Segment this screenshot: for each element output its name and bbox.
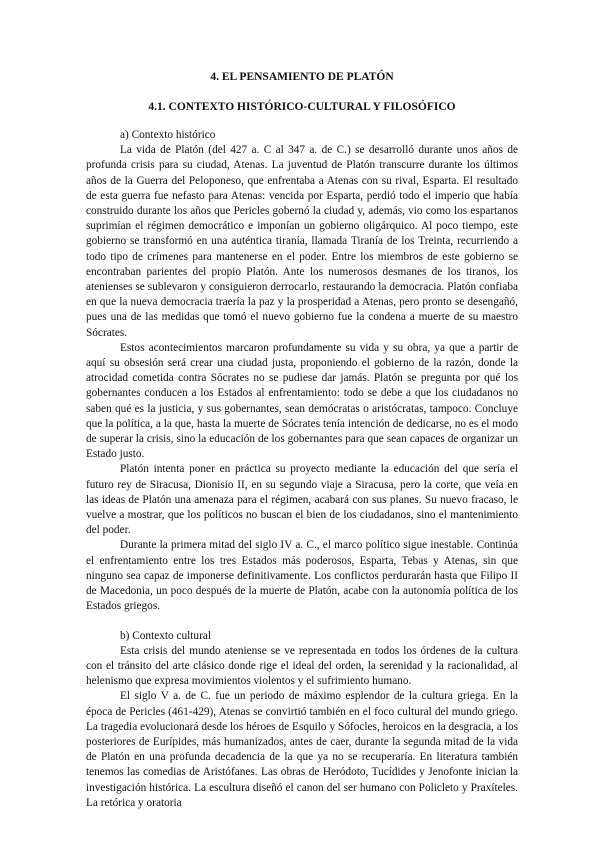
- section-cultural-context: [86, 629, 518, 811]
- document-title: 4. EL PENSAMIENTO DE PLATÓN: [210, 71, 394, 83]
- document-subtitle: 4.1. CONTEXTO HISTÓRICO-CULTURAL Y FILOSÓFICO: [148, 101, 456, 113]
- paragraph: Esta crisis del mundo ateniense se ve representada en todos los órdenes de la cultura con el tránsito del arte clásico donde rige el ideal del orden, la serenidad y la racionalidad, al helenismo que expresa movimientos violentos y el sufrimiento humano.: [86, 644, 518, 688]
- paragraph: La vida de Platón (del 427 a. C al 347 a. de C.) se desarrolló durante unos años de profunda crisis para su ciudad, Atenas. La juventud de Platón transcurre durante los últimos años de la Guerra del Peloponeso, que enfrentaba a Atenas con su rival, Esparta. El resultado de esta guerra fue nefasto para Atenas: vencida por Esparta, perdió todo el imperio que había construido durante los años que Pericles gobernó la ciudad y, además, vio como los espartanos suprimían el régimen democrático e imponían un gobierno oligárquico. Al poco tiempo, este gobierno se transformó en una auténtica tiranía, llamada Tiranía de los Treinta, recurriendo a todo tipo de crímenes para mantenerse en el poder. Entre los miembros de este gobierno se encontraban parientes del propio Platón. Ante los numerosos desmanes de los tiranos, los atenienses se sublevaron y consiguieron derrocarlo, restaurando la democracia. Platón confiaba en que la nueva democracia traería la paz y la prosperidad a Atenas, pero pronto se desengañó, pues una de las medidas que tomó el nuevo gobierno fue la condena a muerte de su maestro Sócrates.: [86, 144, 518, 339]
- paragraph: El siglo V a. de C. fue un periodo de máximo esplendor de la cultura griega. En la época de Pericles (461-429), Atenas se convirtió también en el foco cultural del mundo griego. La tragedia evolucionará desde los héroes de Esquilo y Sófocles, heroicos en la desgracia, a los posteriores de Eurípides, más humanizados, antes de caer, durante la segunda mitad de la vida de Platón en una profunda decadencia de la que ya no se recuperaría. En literatura también tenemos las comedias de Aristófanes. Las obras de Heródoto, Tucídides y Jenofonte inician la investigación histórica. La escultura diseñó el canon del ser humano con Policleto y Praxíteles. La retórica y oratoria: [86, 690, 518, 809]
- section-heading: b) Contexto cultural: [120, 629, 211, 642]
- paragraph: Estos acontecimientos marcaron profundamente su vida y su obra, ya que a partir de aquí su obsesión será crear una ciudad justa, proponiendo el gobierno de la razón, donde la atrocidad cometida contra Sócrates no se pudiese dar jamás. Platón se pregunta por qué los gobernantes conducen a los Estados al enfrentamiento: todo se debe a que los ciudadanos no saben qué es la justicia, y sus gobernantes, sean demócratas o aristócratas, tampoco. Concluye que la política, a la que, hasta la muerte de Sócrates tenía intención de dedicarse, no es el modo de superar la crisis, sino la educación de los gobernantes para que sean capaces de organizar un Estado justo.: [86, 341, 518, 461]
- section-historical-context: [86, 128, 518, 615]
- paragraph: Platón intenta poner en práctica su proyecto mediante la educación del que sería el futuro rey de Siracusa, Dionisio II, en su segundo viaje a Siracusa, pero la corte, que veía en las ideas de Platón una amenaza para el régimen, acabará con sus planes. Su nuevo fracaso, le vuelve a mostrar, que los políticos no buscan el bien de los ciudadanos, sino el mantenimiento del poder.: [86, 463, 518, 537]
- paragraph: Durante la primera mitad del siglo IV a. C., el marco político sigue inestable. Continúa el enfrentamiento entre los tres Estados más poderosos, Esparta, Tebas y Atenas, sin que ninguno sea capaz de imponerse definitivamente. Los conflictos perdurarán hasta que Filipo II de Macedonia, un poco después de la muerte de Platón, acabe con la autonomía política de los Estados griegos.: [86, 539, 518, 613]
- section-heading: a) Contexto histórico: [120, 129, 216, 141]
